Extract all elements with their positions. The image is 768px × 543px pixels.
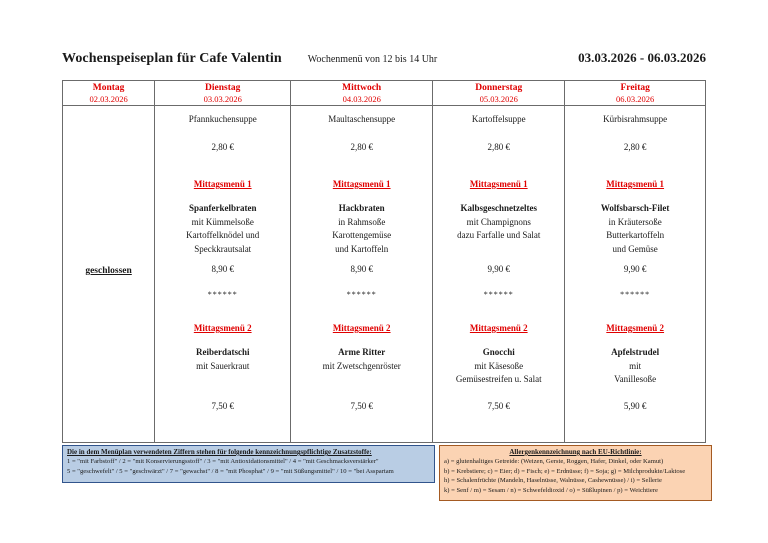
day-column <box>154 81 290 442</box>
soup-name: Kürbisrahmsuppe <box>603 114 668 124</box>
menu2-dish <box>156 346 289 373</box>
menu-separator: ****** <box>207 290 238 299</box>
dish-line: in Rahmsoße <box>338 216 386 227</box>
dish-line: Gemüsestreifen u. Salat <box>455 374 542 384</box>
day-column <box>432 81 564 442</box>
day-header <box>155 81 290 106</box>
menu1-price: 9,90 € <box>623 264 647 274</box>
dish-name: Spanferkelbraten <box>188 203 257 213</box>
dish-line: dazu Farfalle und Salat <box>457 230 541 240</box>
menu2-dish <box>292 346 431 373</box>
additives-legend-box <box>62 445 435 483</box>
dish-name: Arme Ritter <box>338 347 386 357</box>
day-column <box>290 81 432 442</box>
dish-name: Kalbsgeschnetzeltes <box>460 203 537 213</box>
dish-line: mit Kümmelsoße <box>191 216 254 227</box>
menu1-dish <box>566 202 704 256</box>
soup-price: 2,80 € <box>211 142 234 152</box>
menu2-price: 5,90 € <box>623 401 647 411</box>
menu2-label: Mittagsmenü 2 <box>193 323 252 333</box>
day-header <box>63 81 154 106</box>
menu1-label: Mittagsmenü 1 <box>332 179 391 189</box>
page-subtitle: Wochenmenü von 12 bis 14 Uhr <box>307 54 438 65</box>
day-date: 05.03.2026 <box>479 94 518 104</box>
day-date: 02.03.2026 <box>89 94 128 104</box>
day-body <box>565 106 705 442</box>
menu1-label: Mittagsmenü 1 <box>193 179 252 189</box>
menu2-price: 7,50 € <box>487 401 510 411</box>
dish-line: Vanillesoße <box>614 374 657 384</box>
menu1-dish <box>156 202 289 256</box>
dish-name: Apfelstrudel <box>611 347 660 357</box>
menu2-dish <box>434 346 563 387</box>
page-title: Wochenspeiseplan für Cafe Valentin <box>62 51 282 66</box>
dish-name: Wolfsbarsch-Filet <box>600 203 670 213</box>
day-name: Mittwoch <box>342 83 382 93</box>
menu2-dish <box>566 346 704 387</box>
menu1-price: 9,90 € <box>487 264 510 274</box>
menu1-dish <box>292 202 431 256</box>
allergens-legend-title: Allergenkennzeichnung nach EU-Richtlinie: <box>509 448 642 456</box>
dish-line: mit Zwetschgenröster <box>322 360 401 371</box>
date-range: 03.03.2026 - 06.03.2026 <box>578 50 706 65</box>
dish-line: mit Käsesoße <box>474 360 524 371</box>
day-date: 06.03.2026 <box>616 94 655 104</box>
dish-line: mit <box>629 360 642 371</box>
dish-line: mit Sauerkraut <box>196 360 250 371</box>
menu1-label: Mittagsmenü 1 <box>469 179 528 189</box>
dish-line: Butterkartoffeln <box>606 230 665 240</box>
menu2-price: 7,50 € <box>211 401 234 411</box>
dish-name: Reiberdatschi <box>195 347 250 357</box>
menu1-label: Mittagsmenü 1 <box>606 179 665 189</box>
day-header <box>291 81 432 106</box>
day-name: Dienstag <box>205 83 241 93</box>
day-header <box>433 81 564 106</box>
allergens-legend-line: a) = glutenhaltiges Getreide: (Weizen, Gerste, Roggen, Hafer, Dinkel, oder Kamut) <box>444 458 664 465</box>
menu2-price: 7,50 € <box>350 401 373 411</box>
dish-line: und Kartoffeln <box>335 243 389 254</box>
allergens-legend-line: h) = Schalenfrüchte (Mandeln, Haselnüsse, Walnüsse, Cashewnüsse) / i) = Sellerie <box>444 477 662 484</box>
soup-name: Kartoffelsuppe <box>471 114 526 124</box>
soup-name: Maultaschensuppe <box>328 114 396 124</box>
day-body <box>63 106 154 442</box>
day-name: Montag <box>92 83 125 93</box>
day-date: 03.03.2026 <box>203 94 242 104</box>
dish-name: Gnocchi <box>482 347 515 357</box>
menu-separator: ****** <box>483 290 514 299</box>
menu2-label: Mittagsmenü 2 <box>469 323 528 333</box>
additives-legend-title: Die in dem Menüplan verwendeten Ziffern stehen für folgende kennzeichnungspflichtige Zusatzstoffe: <box>67 448 372 456</box>
soup-price: 2,80 € <box>623 142 647 152</box>
day-body <box>433 106 564 442</box>
dish-line: Speckkrautsalat <box>194 243 252 254</box>
footer-legends <box>62 445 712 501</box>
day-column <box>564 81 705 442</box>
menu2-label: Mittagsmenü 2 <box>606 323 665 333</box>
dish-line: Karottengemüse <box>332 230 392 240</box>
menu1-dish <box>434 202 563 243</box>
menu-separator: ****** <box>346 290 377 299</box>
day-name: Freitag <box>620 83 650 93</box>
additives-legend-line: 1 = "mit Farbstoff" / 2 = "mit Konservierungsstoff" / 3 = "mit Antioxidationsmittel" / 4 = "mit Geschmacksverstärker" <box>67 458 379 465</box>
menu2-label: Mittagsmenü 2 <box>332 323 391 333</box>
allergens-legend-line: b) = Krebstiere; c) = Eier; d) = Fisch; e) = Erdnüsse; f) = Soja; g) = Milchprodukte/Laktose <box>444 467 686 475</box>
soup-price: 2,80 € <box>350 142 373 152</box>
soup-name: Pfannkuchensuppe <box>188 114 257 124</box>
page-header <box>62 50 706 67</box>
closed-label: geschlossen <box>85 266 132 276</box>
dish-line: mit Champignons <box>466 216 531 227</box>
day-date: 04.03.2026 <box>342 94 381 104</box>
day-body <box>155 106 290 442</box>
day-name: Donnerstag <box>475 83 523 93</box>
dish-line: Kartoffelknödel und <box>186 230 260 240</box>
soup-price: 2,80 € <box>487 142 510 152</box>
day-header <box>565 81 705 106</box>
allergens-legend-line: k) = Senf / m) = Sesam / n) = Schwefeldioxid / o) = Süßlupinen / p) = Weichtiere <box>444 486 658 494</box>
dish-name: Hackbraten <box>338 203 385 213</box>
dish-line: in Kräutersoße <box>608 216 662 227</box>
menu-separator: ****** <box>620 290 651 299</box>
day-column <box>63 81 154 442</box>
menu1-price: 8,90 € <box>211 264 234 274</box>
menu-table <box>62 80 706 443</box>
day-body <box>291 106 432 442</box>
additives-legend-line: 5 = "geschwefelt" / 5 = "geschwärzt" / 7 = "gewachst" / 8 = "mit Phosphat" / 9 = "mit Süßungsmittel" / 10 = "bei Asspartam <box>67 467 394 475</box>
allergens-legend-box <box>439 445 712 501</box>
menu1-price: 8,90 € <box>350 264 373 274</box>
dish-line: und Gemüse <box>612 243 658 254</box>
